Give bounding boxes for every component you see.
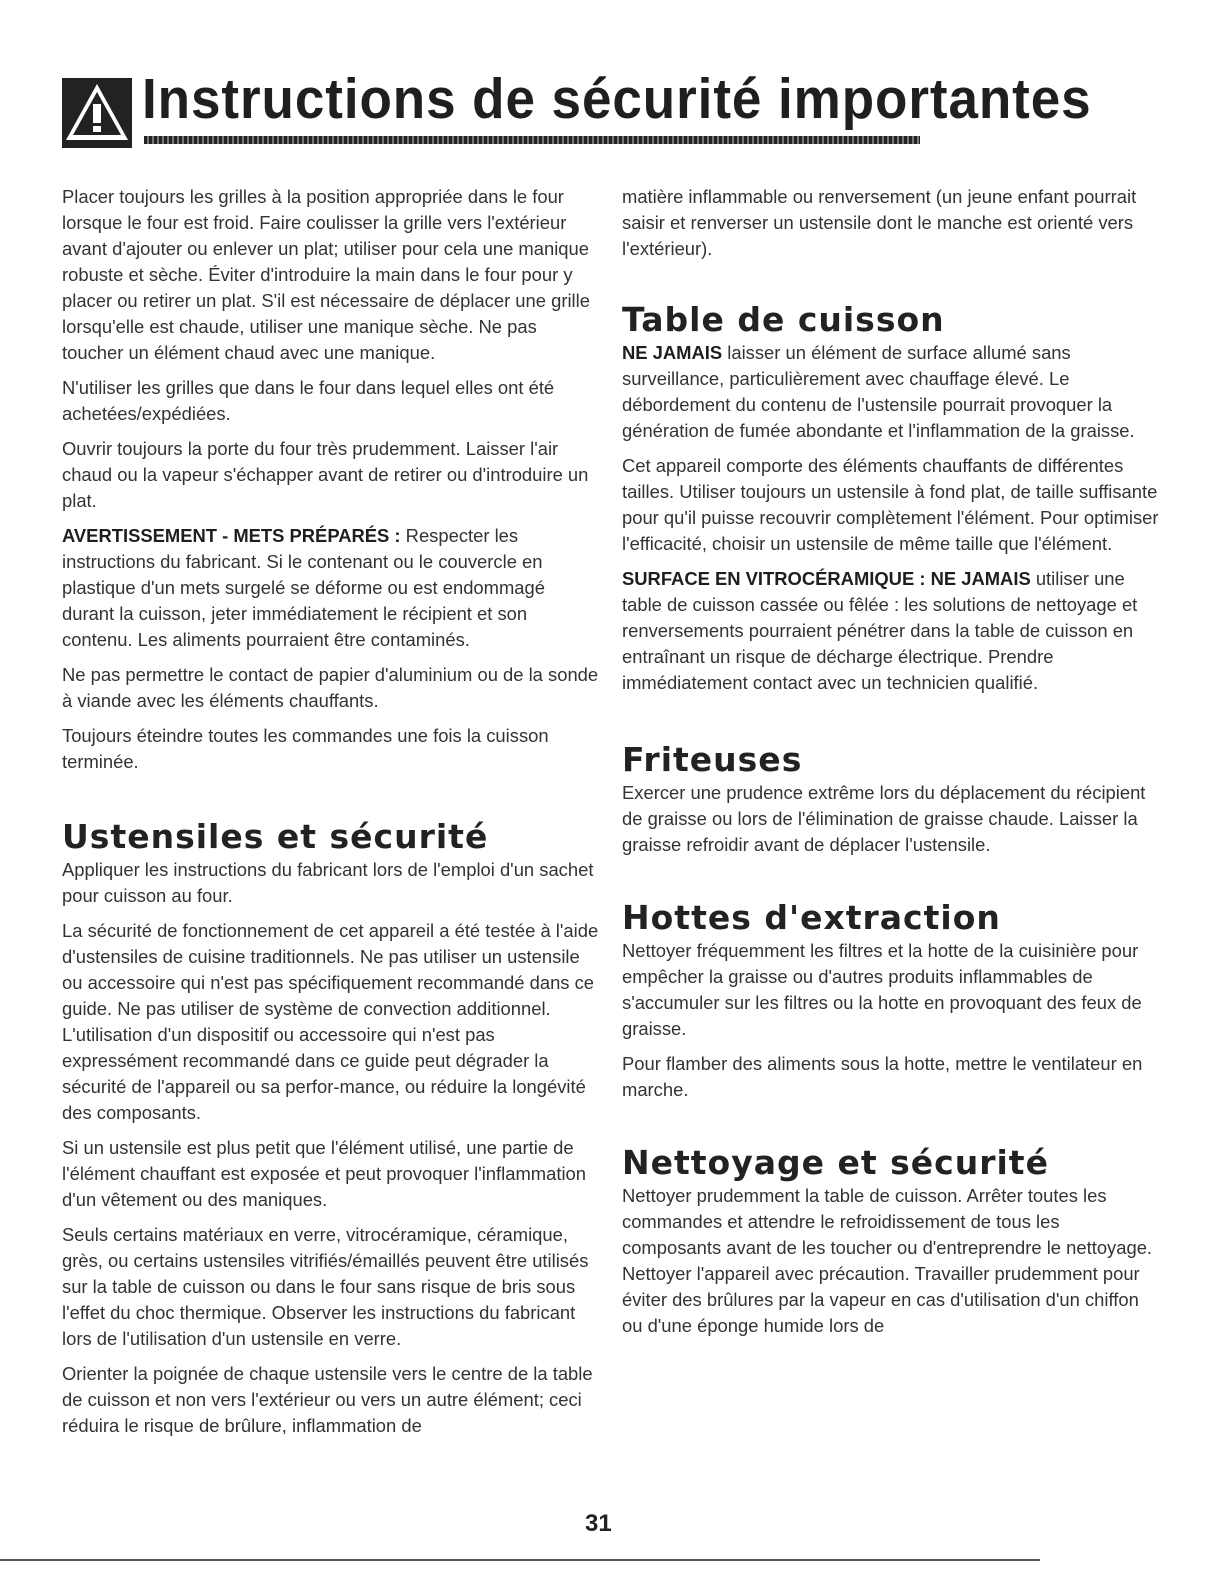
heading-table-cuisson: Table de cuisson (622, 300, 945, 339)
warning-icon (62, 78, 132, 148)
paragraph-continued: matière inflammable ou renversement (un jeune enfant pourrait saisir et renverser un ustensile dont le manche est orienté vers l'extérieur). (622, 186, 1137, 259)
paragraph-element-sizes: Cet appareil comporte des éléments chauffants de différentes tailles. Utiliser toujours un ustensile à fond plat, de taille suffisante pour qu'il puisse recouvrir complètement l'élément. Pour optimiser l'efficacité, choisir un ustensile de même taille que l'élément. (622, 455, 1159, 554)
paragraph-prepared-foods: AVERTISSEMENT - METS PRÉPARÉS : Respecter les instructions du fabricant. Si le contenant ou le couvercle en plastique d'un mets surgelé se déforme ou est endommagé durant la cuisson, jeter immédiatement le récipient et son contenu. Les aliments pourraient être contaminés. (62, 525, 545, 650)
title-underline (144, 136, 920, 144)
left-column (62, 184, 602, 1448)
heading-friteuses: Friteuses (622, 740, 803, 779)
paragraph-never-unattended: NE JAMAIS laisser un élément de surface allumé sans surveillance, particulièrement avec chauffage élevé. Le débordement du contenu de l'ustensile pourrait provoquer la génération de fumée abondante et l'inflammation de la graisse. (622, 342, 1135, 441)
warning-lead: AVERTISSEMENT - METS PRÉPARÉS : (62, 525, 401, 546)
paragraph-flambe: Pour flamber des aliments sous la hotte, mettre le ventilateur en marche. (622, 1053, 1143, 1100)
page-number: 31 (585, 1510, 612, 1537)
paragraph-ceramic-surface: SURFACE EN VITROCÉRAMIQUE : NE JAMAIS utiliser une table de cuisson cassée ou fêlée : les solutions de nettoyage et renversements pourraient pénétrer dans la table de cuisson en entraînant un risque de décharge électrique. Prendre immédiatement contact avec un technicien qualifié. (622, 568, 1138, 693)
bottom-rule (0, 1559, 1040, 1561)
paragraph-cooking-bag: Appliquer les instructions du fabricant lors de l'emploi d'un sachet pour cuisson au four. (62, 859, 594, 906)
paragraph-cleaning: Nettoyer prudemment la table de cuisson. Arrêter toutes les commandes et attendre le refroidissement de tous les composants avant de les toucher ou d'entreprendre le nettoyage. Nettoyer l'appareil avec précaution. Travailler prudemment pour éviter des brûlures par la vapeur en cas d'utilisation d'un chiffon ou d'une éponge humide lors de (622, 1185, 1153, 1336)
heading-nettoyage: Nettoyage et sécurité (622, 1143, 1049, 1182)
paragraph-traditional-utensils: La sécurité de fonctionnement de cet appareil a été testée à l'aide d'ustensiles de cuisine traditionnels. Ne pas utiliser un ustensile ou accessoire qui n'est pas spécifiquement recommandé dans ce guide. Ne pas utiliser de système de convection additionnel. L'utilisation d'un dispositif ou accessoire qui n'est pas expressément recommandé dans ce guide peut dégrader la sécurité de l'appareil ou sa perfor-mance, ou réduire la longévité des composants. (62, 920, 599, 1123)
heading-hottes: Hottes d'extraction (622, 898, 1001, 937)
heading-ustensiles: Ustensiles et sécurité (62, 817, 489, 856)
paragraph-controls-off: Toujours éteindre toutes les commandes une fois la cuisson terminée. (62, 725, 549, 772)
page-header (62, 66, 1092, 150)
page-title: Instructions de sécurité importantes (142, 67, 1092, 131)
paragraph-glass-materials: Seuls certains matériaux en verre, vitrocéramique, céramique, grès, ou certains ustensiles vitrifiés/émaillés peuvent être utilisés sur la table de cuisson ou dans le four sans risque de bris sous l'effet du choc thermique. Observer les instructions du fabricant lors de l'utilisation d'un ustensile en verre. (62, 1224, 589, 1349)
paragraph-fryers: Exercer une prudence extrême lors du déplacement du récipient de graisse ou lors de l'élimination de graisse chaude. Laisser la graisse refroidir avant de déplacer l'ustensile. (622, 782, 1146, 855)
paragraph-small-utensil: Si un ustensile est plus petit que l'élément utilisé, une partie de l'élément chauffant est exposée et peut provoquer l'inflammation d'un vêtement ou des maniques. (62, 1137, 586, 1210)
paragraph-aluminium: Ne pas permettre le contact de papier d'aluminium ou de la sonde à viande avec les éléments chauffants. (62, 664, 599, 711)
paragraph-racks-only: N'utiliser les grilles que dans le four dans lequel elles ont été achetées/expédiées. (62, 377, 555, 424)
paragraph-open-door: Ouvrir toujours la porte du four très prudemment. Laisser l'air chaud ou la vapeur s'échapper avant de retirer ou d'introduire un plat. (62, 438, 589, 511)
paragraph-oven-racks: Placer toujours les grilles à la position appropriée dans le four lorsque le four est froid. Faire coulisser la grille vers l'extérieur avant d'ajouter ou enlever un plat; utiliser pour cela une manique robuste et sèche. Éviter d'introduire la main dans le four pour y placer ou retirer un plat. S'il est nécessaire de déplacer une grille lorsqu'elle est chaude, utiliser une manique sèche. Ne pas toucher un élément chaud avec une manique. (62, 186, 590, 363)
paragraph-hood-filters: Nettoyer fréquemment les filtres et la hotte de la cuisinière pour empêcher la graisse ou d'autres produits inflammables de s'accumuler sur les filtres ou la hotte en provoquant des feux de graisse. (622, 940, 1142, 1039)
paragraph-handle-orientation: Orienter la poignée de chaque ustensile vers le centre de la table de cuisson et non vers l'extérieur ou vers un autre élément; ceci réduira le risque de brûlure, inflammation de (62, 1363, 593, 1436)
right-column (622, 184, 1162, 1348)
